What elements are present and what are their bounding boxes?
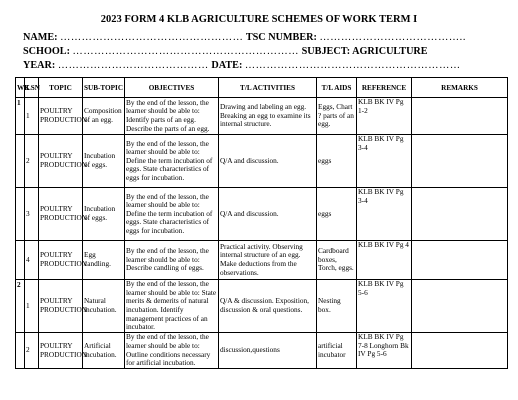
- cell-activities: Drawing and labeling an egg. Breaking an egg to examine its internal structure.: [219, 98, 317, 135]
- header-reference: REFERENCE: [357, 78, 412, 98]
- cell-remarks: [412, 98, 508, 135]
- cell-reference: KLB BK IV Pg 1-2: [357, 98, 412, 135]
- cell-subtopic: Natural incubation.: [83, 280, 125, 333]
- cell-lsn: 4: [25, 241, 39, 280]
- tsc-blank: …………………………………..: [319, 32, 466, 43]
- date-blank: ……………………………………………………: [244, 60, 461, 71]
- school-blank: ………………………………………………………: [72, 46, 300, 57]
- cell-lsn: 2: [25, 333, 39, 369]
- document-title: 2023 FORM 4 KLB AGRICULTURE SCHEMES OF WORK TERM I: [100, 14, 418, 25]
- cell-objectives: By the end of the lesson, the learner should be able to: Define the term incubation of eggs. State characteristics of eggs for incubation.: [125, 188, 219, 241]
- header-lsn: LSN: [25, 78, 39, 98]
- cell-wk: [16, 241, 25, 280]
- header-aids: T/L AIDS: [317, 78, 357, 98]
- cell-activities: Q/A and discussion.: [219, 188, 317, 241]
- cell-objectives: By the end of the lesson, the learner should be able to: State merits & demerits of natural incubation. Identify management practices of an incubator.: [125, 280, 219, 333]
- cell-subtopic: Incubation of eggs.: [83, 188, 125, 241]
- cell-activities: discussion,questions: [219, 333, 317, 369]
- name-tsc-line: [23, 32, 466, 43]
- cell-lsn: 3: [25, 188, 39, 241]
- cell-lsn: 1: [25, 280, 39, 333]
- cell-objectives: By the end of the lesson, the learner should be able to: Define the term incubation of eggs. State characteristics of eggs for incubation.: [125, 135, 219, 188]
- cell-subtopic: Incubation of eggs.: [83, 135, 125, 188]
- cell-wk: 2: [16, 280, 25, 333]
- school-subject-line: [23, 46, 428, 57]
- cell-wk: [16, 333, 25, 369]
- cell-objectives: By the end of the lesson, the learner should be able to: Outline conditions necessary for artificial incubation.: [125, 333, 219, 369]
- cell-activities: Q/A & discussion. Exposition, discussion & oral questions.: [219, 280, 317, 333]
- cell-remarks: [412, 188, 508, 241]
- name-label: NAME:: [23, 32, 58, 43]
- year-blank: ……………………………………: [57, 60, 209, 71]
- cell-wk: [16, 188, 25, 241]
- cell-aids: eggs: [317, 135, 357, 188]
- cell-objectives: By the end of the lesson, the learner should be able to: Identify parts of an egg. Describe the parts of an egg.: [125, 98, 219, 135]
- cell-wk: 1: [16, 98, 25, 135]
- cell-remarks: [412, 135, 508, 188]
- cell-activities: Practical activity. Observing internal structure of an egg. Make deductions from the observations.: [219, 241, 317, 280]
- cell-topic: POULTRY PRODUCTION: [39, 241, 83, 280]
- cell-topic: POULTRY PRODUCTION: [39, 135, 83, 188]
- header-subtopic: SUB-TOPIC: [83, 78, 125, 98]
- cell-lsn: 2: [25, 135, 39, 188]
- year-label: YEAR:: [23, 60, 56, 71]
- cell-aids: Nesting box.: [317, 280, 357, 333]
- cell-remarks: [412, 280, 508, 333]
- cell-topic: POULTRY PRODUCTION: [39, 188, 83, 241]
- cell-objectives: By the end of the lesson, the learner should be able to: Describe candling of eggs.: [125, 241, 219, 280]
- table-row: [16, 280, 508, 333]
- cell-activities: Q/A and discussion.: [219, 135, 317, 188]
- cell-lsn: 1: [25, 98, 39, 135]
- header-remarks: REMARKS: [412, 78, 508, 98]
- cell-reference: KLB BK IV Pg 5-6: [357, 280, 412, 333]
- cell-reference: KLB BK IV Pg 3-4: [357, 188, 412, 241]
- subject-label: SUBJECT: AGRICULTURE: [301, 46, 428, 57]
- table-row: [16, 135, 508, 188]
- cell-remarks: [412, 333, 508, 369]
- header-topic: TOPIC: [39, 78, 83, 98]
- header-activities: T/L ACTIVITIES: [219, 78, 317, 98]
- header-objectives: OBJECTIVES: [125, 78, 219, 98]
- table-row: [16, 98, 508, 135]
- name-blank: ……………………………………………: [60, 32, 244, 43]
- cell-remarks: [412, 241, 508, 280]
- table-row: [16, 241, 508, 280]
- cell-reference: KLB BK IV Pg 7-8 Longhorn Bk IV Pg 5-6: [357, 333, 412, 369]
- cell-aids: Cardboard boxes, Torch, eggs.: [317, 241, 357, 280]
- cell-wk: [16, 135, 25, 188]
- cell-topic: POULTRY PRODUCTION: [39, 98, 83, 135]
- scheme-table: [15, 77, 508, 369]
- table-row: [16, 333, 508, 369]
- date-label: DATE:: [211, 60, 243, 71]
- cell-reference: KLB BK IV Pg 3-4: [357, 135, 412, 188]
- tsc-label: TSC NUMBER:: [245, 32, 317, 43]
- year-date-line: [23, 60, 461, 71]
- cell-subtopic: Artificial incubation.: [83, 333, 125, 369]
- cell-topic: POULTRY PRODUCTION: [39, 280, 83, 333]
- cell-aids: Eggs, Chart ? parts of an egg.: [317, 98, 357, 135]
- header-wk: WK: [16, 78, 25, 98]
- cell-subtopic: Composition of an egg.: [83, 98, 125, 135]
- cell-topic: POULTRY PRODUCTION: [39, 333, 83, 369]
- cell-reference: KLB BK IV Pg 4: [357, 241, 412, 280]
- table-header-row: [16, 78, 508, 98]
- cell-aids: artificial incubator: [317, 333, 357, 369]
- school-label: SCHOOL:: [23, 46, 70, 57]
- table-row: [16, 188, 508, 241]
- cell-aids: eggs: [317, 188, 357, 241]
- cell-subtopic: Egg candling.: [83, 241, 125, 280]
